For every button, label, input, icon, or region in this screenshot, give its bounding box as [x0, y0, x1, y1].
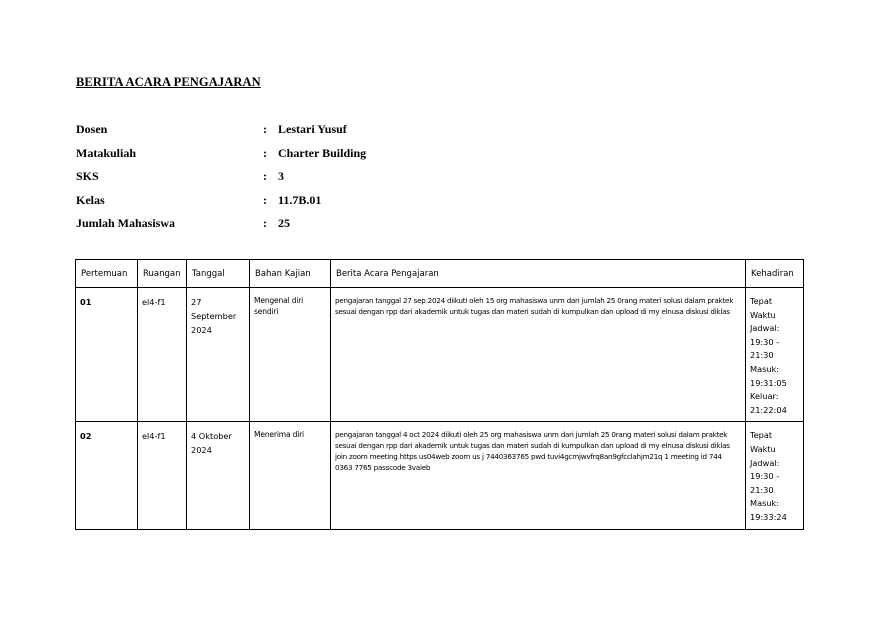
header-kehadiran: Kehadiran: [746, 260, 804, 288]
attendance-masuk: 19:31:05: [750, 377, 787, 388]
info-label: Dosen: [76, 122, 108, 137]
attendance-status: Tepat Waktu: [750, 296, 776, 320]
cell-kehadiran: [746, 422, 804, 529]
info-value: 11.7B.01: [278, 192, 322, 207]
cell-bahan-kajian: Mengenal diri sendiri: [250, 288, 331, 422]
table-header-row: [76, 260, 804, 288]
header-tanggal: Tanggal: [187, 260, 250, 288]
cell-pertemuan: 02: [76, 422, 138, 529]
header-bahan-kajian: Bahan Kajian: [250, 260, 331, 288]
info-colon: :: [263, 122, 267, 137]
document-title: BERITA ACARA PENGAJARAN: [76, 75, 261, 89]
cell-tanggal: 4 Oktober 2024: [187, 422, 250, 529]
cell-berita-acara: pengajaran tanggal 4 oct 2024 diikuti oleh 25 org mahasiswa unm dari jumlah 25 0rang materi solusi dalam praktek sesuai dengan rpp dari akademik untuk tugas dan materi sudah di kumpulkan dan upload di my elnusa diskusi diklas join zoom meeting https us04web zoom us j 7440363765 pwd tuvi4gcmjwvfrq8an9gfcclahjm21q 1 meeting id 744 0363 7765 passcode 3vaieb: [331, 422, 746, 529]
info-colon: :: [263, 145, 267, 160]
info-row-jumlah-mahasiswa: [76, 212, 496, 236]
info-label: SKS: [76, 169, 99, 184]
info-value: 3: [278, 169, 284, 184]
attendance-masuk-label: Masuk:: [750, 363, 780, 374]
header-ruangan: Ruangan: [138, 260, 187, 288]
table-row: [76, 288, 804, 422]
attendance-jadwal-label: Jadwal:: [750, 323, 780, 334]
cell-ruangan: el4-f1: [138, 422, 187, 529]
cell-ruangan: el4-f1: [138, 288, 187, 422]
attendance-masuk-label: Masuk:: [750, 498, 780, 509]
cell-bahan-kajian: Menerima diri: [250, 422, 331, 529]
info-row-sks: [76, 165, 496, 189]
attendance-keluar: 21:22:04: [750, 404, 787, 415]
info-row-matakuliah: [76, 142, 496, 166]
info-colon: :: [263, 169, 267, 184]
info-label: Kelas: [76, 192, 105, 207]
info-row-dosen: [76, 118, 496, 142]
info-label: Matakuliah: [76, 145, 137, 160]
cell-pertemuan: 01: [76, 288, 138, 422]
table-row: [76, 422, 804, 529]
info-value: 25: [278, 216, 290, 231]
attendance-keluar-label: Keluar:: [750, 391, 779, 402]
attendance-jadwal-label: Jadwal:: [750, 457, 780, 468]
attendance-jadwal: 19:30 - 21:30: [750, 471, 780, 495]
course-info: [76, 118, 496, 236]
info-label: Jumlah Mahasiswa: [76, 216, 176, 231]
attendance-jadwal: 19:30 - 21:30: [750, 336, 780, 361]
header-pertemuan: Pertemuan: [76, 260, 138, 288]
header-berita-acara: Berita Acara Pengajaran: [331, 260, 746, 288]
info-colon: :: [263, 192, 267, 207]
cell-tanggal: 27 September 2024: [187, 288, 250, 422]
attendance-status: Tepat Waktu: [750, 430, 776, 454]
info-colon: :: [263, 216, 267, 231]
info-row-kelas: [76, 189, 496, 213]
info-value: Lestari Yusuf: [278, 122, 347, 137]
info-value: Charter Building: [278, 145, 367, 160]
teaching-record-table: [75, 259, 804, 530]
cell-berita-acara: pengajaran tanggal 27 sep 2024 diikuti oleh 15 org mahasiswa unm dari jumlah 25 0rang materi solusi dalam praktek sesuai dengan rpp dari akademik untuk tugas dan materi sudah di kumpulkan dan upload di my elnusa diskusi diklas: [331, 288, 746, 422]
cell-kehadiran: [746, 288, 804, 422]
attendance-masuk: 19:33:24: [750, 511, 787, 522]
